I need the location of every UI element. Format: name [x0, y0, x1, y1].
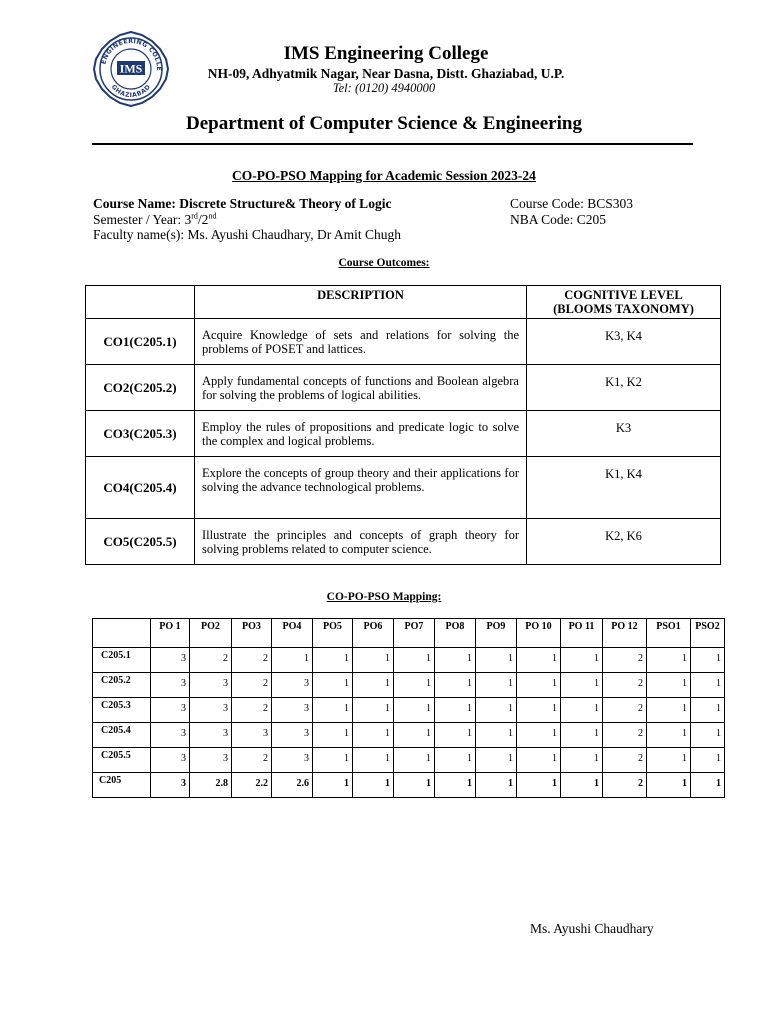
logo-text: IMS [119, 61, 143, 76]
course-code: Course Code: BCS303 [510, 196, 634, 211]
mapping-cell: 1 [517, 698, 561, 723]
mapping-header-cell: PO6 [353, 619, 394, 648]
mapping-cell: 1 [313, 698, 353, 723]
mapping-cell: 1 [313, 773, 353, 798]
mapping-cell: 1 [561, 723, 603, 748]
co-id: CO3(C205.3) [86, 411, 195, 457]
mapping-title: CO-PO-PSO Mapping: [326, 591, 442, 603]
co-description: Acquire Knowledge of sets and relations for solving the problems of POSET and lattices. [195, 319, 527, 365]
mapping-cell: 1 [647, 748, 691, 773]
mapping-cell: 2 [190, 648, 232, 673]
co-id: CO2(C205.2) [86, 365, 195, 411]
mapping-cell: 1 [353, 698, 394, 723]
mapping-cell: 1 [561, 773, 603, 798]
mapping-cell: 1 [394, 698, 435, 723]
mapping-header-cell: PO7 [394, 619, 435, 648]
co-header-description: DESCRIPTION [195, 286, 527, 319]
mapping-cell: 1 [647, 773, 691, 798]
document-title: CO-PO-PSO Mapping for Academic Session 2023-24 [232, 168, 536, 183]
semester-value: 3 [184, 211, 192, 227]
semester-label: Semester / Year: [93, 211, 185, 227]
mapping-header-cell: PO 1 [151, 619, 190, 648]
table-row [86, 411, 721, 457]
table-row [93, 773, 725, 798]
mapping-cell: 3 [272, 698, 313, 723]
co-header-level [527, 286, 721, 319]
logo-ring-bottom-text: GHAZIABAD [109, 83, 153, 100]
college-telephone: Tel: (0120) 4940000 [332, 81, 436, 95]
mapping-cell: 1 [435, 773, 476, 798]
college-address: NH-09, Adhyatmik Nagar, Near Dasna, Distt. Ghaziabad, U.P. [207, 66, 565, 81]
mapping-row-label: C205.5 [93, 748, 151, 773]
mapping-cell: 1 [313, 673, 353, 698]
mapping-cell: 1 [394, 673, 435, 698]
year-superscript: nd [208, 211, 217, 220]
mapping-cell: 3 [272, 673, 313, 698]
mapping-cell: 1 [647, 648, 691, 673]
table-row [93, 748, 725, 773]
mapping-cell: 1 [313, 748, 353, 773]
table-row [93, 698, 725, 723]
mapping-cell: 3 [151, 673, 190, 698]
mapping-cell: 1 [435, 723, 476, 748]
co-level: K3 [527, 411, 721, 457]
college-name: IMS Engineering College [283, 43, 489, 64]
mapping-cell: 2 [603, 673, 647, 698]
course-info [93, 196, 401, 243]
mapping-cell: 1 [517, 773, 561, 798]
mapping-cell: 1 [435, 648, 476, 673]
year-value: /2 [197, 211, 209, 227]
mapping-cell: 1 [353, 648, 394, 673]
mapping-cell: 1 [394, 648, 435, 673]
mapping-cell: 1 [691, 748, 725, 773]
mapping-header-cell: PO8 [435, 619, 476, 648]
mapping-cell: 1 [353, 773, 394, 798]
mapping-cell: 1 [517, 748, 561, 773]
semester-year [93, 212, 401, 228]
mapping-cell: 2 [232, 648, 272, 673]
table-row [86, 457, 721, 519]
mapping-cell: 1 [272, 648, 313, 673]
mapping-cell: 2 [232, 698, 272, 723]
mapping-cell: 1 [476, 773, 517, 798]
mapping-cell: 1 [517, 723, 561, 748]
mapping-cell: 1 [394, 773, 435, 798]
nba-code: NBA Code: C205 [510, 211, 607, 227]
mapping-header-cell: PO2 [190, 619, 232, 648]
mapping-cell: 1 [476, 748, 517, 773]
mapping-cell: 1 [561, 673, 603, 698]
mapping-cell: 1 [691, 723, 725, 748]
mapping-cell: 1 [647, 673, 691, 698]
mapping-cell: 1 [353, 723, 394, 748]
mapping-cell: 3 [151, 773, 190, 798]
mapping-cell: 3 [151, 723, 190, 748]
co-id: CO5(C205.5) [86, 519, 195, 565]
mapping-header-cell: PSO1 [647, 619, 691, 648]
mapping-row-label: C205.3 [93, 698, 151, 723]
mapping-header-cell: PSO2 [691, 619, 725, 648]
mapping-row-label: C205.2 [93, 673, 151, 698]
mapping-header-cell: PO9 [476, 619, 517, 648]
co-description: Apply fundamental concepts of functions and Boolean algebra for solving the problems of logical abilities. [195, 365, 527, 411]
mapping-cell: 3 [190, 723, 232, 748]
mapping-row-label: C205.4 [93, 723, 151, 748]
table-row [93, 723, 725, 748]
table-row [86, 365, 721, 411]
mapping-cell: 1 [476, 673, 517, 698]
mapping-cell: 3 [232, 723, 272, 748]
co-level: K3, K4 [527, 319, 721, 365]
table-row [86, 519, 721, 565]
mapping-cell: 1 [517, 673, 561, 698]
mapping-cell: 1 [561, 698, 603, 723]
mapping-cell: 1 [394, 748, 435, 773]
mapping-cell: 1 [313, 648, 353, 673]
mapping-header-cell: PO3 [232, 619, 272, 648]
department-name: Department of Computer Science & Engineering [186, 113, 582, 134]
mapping-header-corner [93, 619, 151, 648]
mapping-cell: 1 [476, 698, 517, 723]
mapping-cell: 1 [476, 723, 517, 748]
course-codes [510, 196, 633, 227]
mapping-cell: 1 [561, 648, 603, 673]
co-level: K2, K6 [527, 519, 721, 565]
mapping-cell: 1 [647, 698, 691, 723]
mapping-cell: 3 [151, 648, 190, 673]
mapping-cell: 1 [435, 748, 476, 773]
mapping-header-cell: PO 11 [561, 619, 603, 648]
co-po-pso-mapping-table [92, 618, 725, 798]
mapping-cell: 1 [691, 673, 725, 698]
mapping-cell: 2.8 [190, 773, 232, 798]
mapping-cell: 3 [272, 723, 313, 748]
co-header-level-line1: COGNITIVE LEVEL [564, 288, 683, 302]
mapping-cell: 3 [272, 748, 313, 773]
co-level: K1, K4 [527, 457, 721, 519]
mapping-cell: 2 [603, 698, 647, 723]
mapping-header-cell: PO 10 [517, 619, 561, 648]
header-divider [92, 143, 693, 145]
mapping-cell: 1 [353, 673, 394, 698]
mapping-cell: 1 [691, 698, 725, 723]
co-header-id [86, 286, 195, 319]
mapping-cell: 3 [190, 673, 232, 698]
mapping-cell: 1 [647, 723, 691, 748]
logo-ring-top-text: ENGINEERING COLLE [100, 37, 163, 72]
mapping-cell: 1 [435, 673, 476, 698]
mapping-cell: 2 [603, 648, 647, 673]
mapping-cell: 2 [603, 748, 647, 773]
mapping-cell: 1 [476, 648, 517, 673]
semester-superscript: rd [191, 211, 198, 220]
co-description: Employ the rules of propositions and predicate logic to solve the complex and logical problems. [195, 411, 527, 457]
table-row [93, 673, 725, 698]
mapping-cell: 1 [517, 648, 561, 673]
mapping-cell: 2.6 [272, 773, 313, 798]
mapping-cell: 1 [353, 748, 394, 773]
table-row [86, 319, 721, 365]
mapping-cell: 1 [561, 748, 603, 773]
mapping-cell: 1 [691, 773, 725, 798]
co-id: CO4(C205.4) [86, 457, 195, 519]
co-description: Explore the concepts of group theory and their applications for solving the advance technological problems. [195, 457, 527, 519]
mapping-cell: 2.2 [232, 773, 272, 798]
course-outcomes-title: Course Outcomes: [338, 257, 430, 269]
course-outcomes-table [85, 285, 721, 565]
mapping-header-cell: PO4 [272, 619, 313, 648]
co-header-level-line2: (BLOOMS TAXONOMY) [553, 302, 694, 316]
mapping-cell: 2 [603, 773, 647, 798]
mapping-header-cell: PO 12 [603, 619, 647, 648]
co-description: Illustrate the principles and concepts of graph theory for solving problems related to computer science. [195, 519, 527, 565]
mapping-cell: 1 [313, 723, 353, 748]
table-row [93, 648, 725, 673]
mapping-cell: 1 [394, 723, 435, 748]
mapping-header-cell: PO5 [313, 619, 353, 648]
faculty-names: Faculty name(s): Ms. Ayushi Chaudhary, Dr Amit Chugh [93, 227, 401, 242]
mapping-cell: 1 [435, 698, 476, 723]
mapping-cell: 3 [190, 748, 232, 773]
mapping-row-label: C205 [93, 773, 151, 798]
mapping-row-label: C205.1 [93, 648, 151, 673]
mapping-cell: 1 [691, 648, 725, 673]
mapping-cell: 2 [232, 748, 272, 773]
faculty-signature: Ms. Ayushi Chaudhary [530, 921, 654, 936]
mapping-cell: 2 [603, 723, 647, 748]
mapping-cell: 3 [190, 698, 232, 723]
mapping-cell: 3 [151, 698, 190, 723]
course-name: Course Name: Discrete Structure& Theory of Logic [93, 196, 392, 211]
mapping-cell: 2 [232, 673, 272, 698]
co-id: CO1(C205.1) [86, 319, 195, 365]
co-level: K1, K2 [527, 365, 721, 411]
mapping-cell: 3 [151, 748, 190, 773]
